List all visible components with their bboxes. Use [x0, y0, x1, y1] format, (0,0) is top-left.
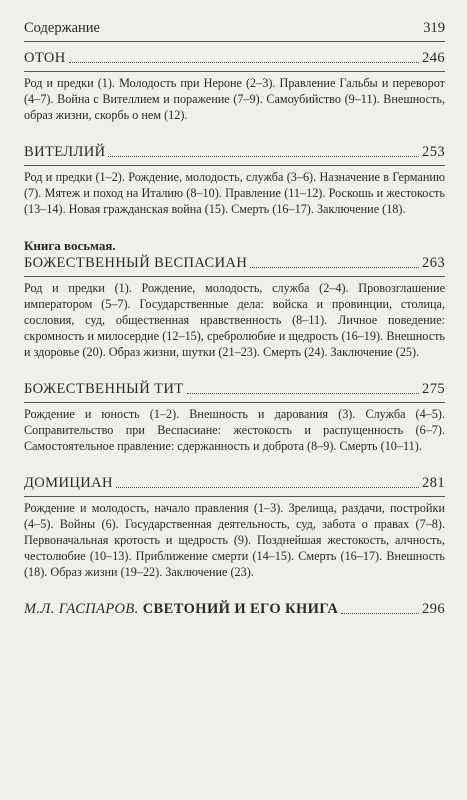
toc-entry-vitellius	[24, 144, 445, 217]
toc-heading	[24, 601, 445, 618]
divider	[24, 402, 445, 403]
book-label: Книга восьмая.	[24, 238, 116, 253]
toc-page-number: 263	[422, 255, 445, 271]
divider	[24, 276, 445, 277]
divider	[24, 496, 445, 497]
toc-title: БОЖЕСТВЕННЫЙ ТИТ	[24, 381, 184, 397]
afterword-author: М.Л. ГАСПАРОВ.	[24, 601, 139, 617]
divider	[24, 165, 445, 166]
toc-title: ВИТЕЛЛИЙ	[24, 144, 106, 160]
toc-entry-oton	[24, 50, 445, 123]
dot-leader	[250, 266, 419, 268]
toc-description: Род и предки (1). Молодость при Нероне (2–3). Правление Гальбы и переворот (4–7). Война с Вителлием и поражение (7–9). Самоубийство (9–11). Внешность, образ жизни, скорбь о нем (12).	[24, 76, 445, 122]
toc-page-number: 246	[422, 50, 445, 66]
toc-description: Род и предки (1). Рождение, молодость, служба (2–4). Провозглашение императором (5–7). Государственные дела: войска и провинции, столица, сословия, суд, общественная нравственность (8–11). Личное поведение: скромность и милосердие (12–15), сребролюбие и щедрость (16–19). Внешность и здоровье (20). Образ жизни, шутки (21–23). Смерть (24). Заключение (25).	[24, 281, 445, 359]
running-head-section: Содержание	[24, 20, 100, 36]
dot-leader	[69, 61, 419, 63]
divider	[24, 71, 445, 72]
table-of-contents	[24, 50, 445, 639]
toc-heading	[24, 144, 445, 161]
toc-entry-titus	[24, 381, 445, 454]
toc-title: ДОМИЦИАН	[24, 475, 113, 491]
toc-description: Рождение и молодость, начало правления (1–3). Зрелища, раздачи, постройки (4–5). Войны (6). Государственная деятельность, суд, забота о правах (7–8). Первоначальная кротость и щедрость (9). Позднейшая жестокость, алчность, честолюбие (10–13). Приближение смерти (14–15). Смерть (16–17). Внешность (18). Образ жизни (19–22). Заключение (23).	[24, 501, 445, 579]
toc-title: БОЖЕСТВЕННЫЙ ВЕСПАСИАН	[24, 255, 248, 271]
toc-entry-domitian	[24, 475, 445, 580]
toc-page-number: 296	[422, 601, 445, 617]
toc-description: Рождение и юность (1–2). Внешность и дарования (3). Служба (4–5). Соправительство при Веспасиане: жестокость и распущенность (6–7). Самостоятельное правление: сдержанность и доброта (8–9). Смерть (10–11).	[24, 407, 445, 453]
dot-leader	[341, 612, 419, 614]
dot-leader	[116, 486, 419, 488]
toc-heading	[24, 50, 445, 67]
toc-title: ОТОН	[24, 50, 66, 66]
running-head	[24, 20, 445, 42]
toc-page-number: 281	[422, 475, 445, 491]
toc-heading	[24, 381, 445, 398]
toc-entry-vespasian	[24, 238, 445, 360]
running-head-page-number: 319	[423, 20, 445, 36]
toc-heading	[24, 255, 445, 272]
dot-leader	[108, 155, 419, 157]
toc-title	[24, 601, 338, 618]
toc-description: Род и предки (1–2). Рождение, молодость, служба (3–6). Назначение в Германию (7). Мятеж и поход на Италию (8–10). Правление (11–12). Роскошь и жестокость (13–14). Новая гражданская война (15). Смерть (16–17). Заключение (18).	[24, 170, 445, 216]
afterword-title: СВЕТОНИЙ И ЕГО КНИГА	[142, 601, 339, 617]
toc-heading	[24, 475, 445, 492]
toc-page-number: 253	[422, 144, 445, 160]
toc-page-number: 275	[422, 381, 445, 397]
toc-entry-afterword	[24, 601, 445, 618]
dot-leader	[187, 392, 420, 394]
